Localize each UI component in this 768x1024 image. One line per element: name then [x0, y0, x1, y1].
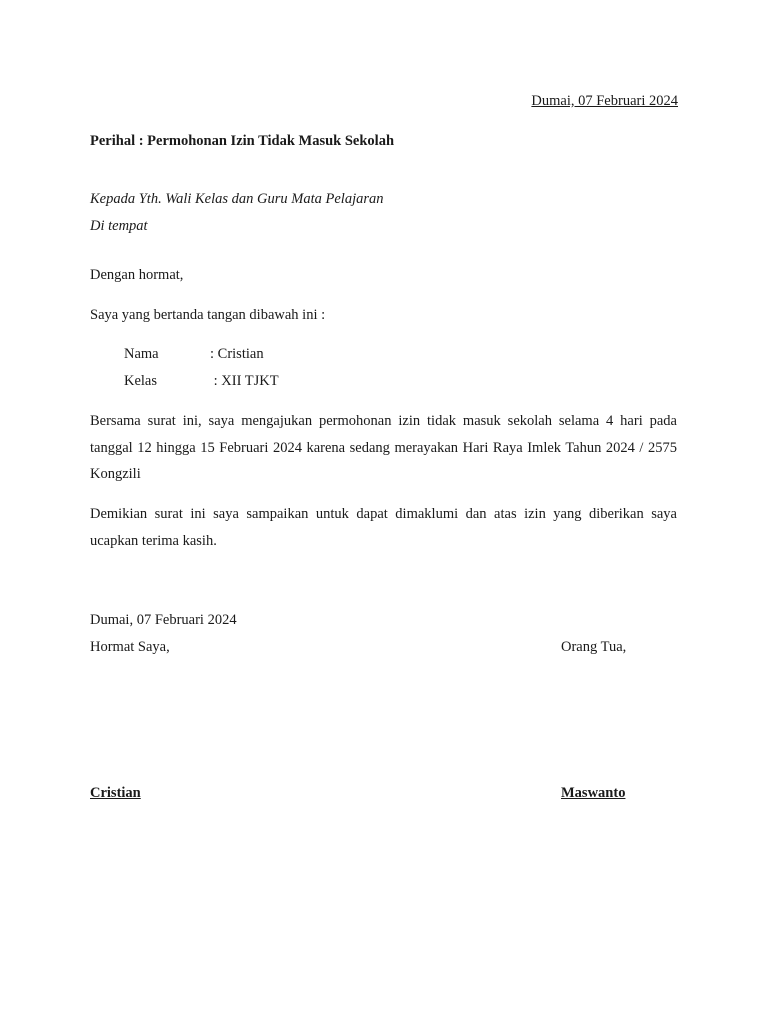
letter-date: Dumai, 07 Februari 2024	[531, 93, 678, 109]
field-value-name: : Cristian	[210, 346, 264, 362]
signature-left-title: Hormat Saya,	[90, 639, 170, 655]
field-label-class: Kelas	[124, 373, 158, 389]
signature-right-name: Maswanto	[561, 785, 626, 801]
letter-subject: Perihal : Permohonan Izin Tidak Masuk Sekolah	[90, 133, 395, 149]
signature-left-name: Cristian	[90, 785, 141, 801]
recipient-line: Kepada Yth. Wali Kelas dan Guru Mata Pelajaran	[90, 191, 384, 207]
field-label-name: Nama	[124, 346, 159, 362]
body-paragraph-request: Bersama surat ini, saya mengajukan permohonan izin tidak masuk sekolah selama 4 hari pada tanggal 12 hingga 15 Februari 2024 karena sedang merayakan Hari Raya Imlek Tahun 2024 / 2575 Kongzili	[90, 413, 677, 482]
intro-text: Saya yang bertanda tangan dibawah ini :	[90, 307, 326, 323]
greeting: Dengan hormat,	[90, 267, 184, 283]
field-value-class: : XII TJKT	[210, 373, 279, 389]
body-paragraph-closing: Demikian surat ini saya sampaikan untuk dapat dimaklumi dan atas izin yang diberikan saya ucapkan terima kasih.	[90, 506, 677, 549]
recipient-block	[90, 186, 384, 240]
recipient-place: Di tempat	[90, 218, 148, 234]
signature-right-title: Orang Tua,	[561, 639, 627, 655]
field-row-class	[124, 373, 279, 390]
field-row-name	[124, 346, 264, 363]
signature-date: Dumai, 07 Februari 2024	[90, 612, 237, 628]
